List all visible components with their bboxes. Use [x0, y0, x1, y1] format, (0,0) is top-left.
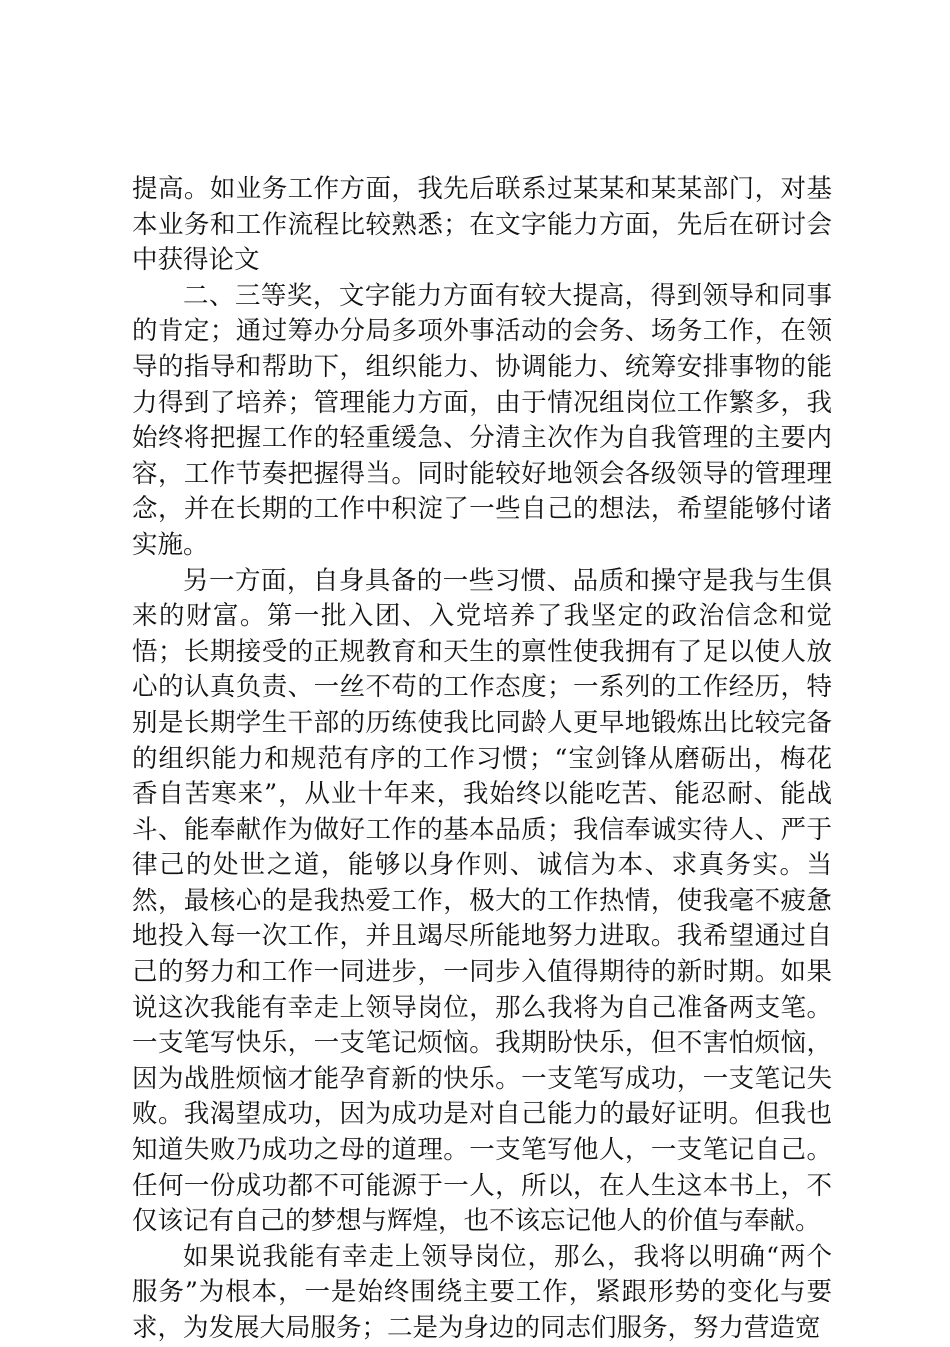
paragraph-2: 二、三等奖，文字能力方面有较大提高，得到领导和同事的肯定；通过筹办分局多项外事活动的会务、场务工作，在领导的指导和帮助下，组织能力、协调能力、统筹安排事物的能力得到了培养；管理能力方面，由于情况组岗位工作繁多，我始终将把握工作的轻重缓急、分清主次作为自我管理的主要内容，工作节奏把握得当。同时能较好地领会各级领导的管理理念，并在长期的工作中积淀了一些自己的想法，希望能够付诸实施。: [132, 280, 832, 560]
paragraph-4: 如果说我能有幸走上领导岗位，那么，我将以明确“两个服务”为根本，一是始终围绕主要工作，紧跟形势的变化与要求，为发展大局服务；二是为身边的同志们服务，努力营造宽: [132, 1241, 832, 1343]
paragraph-3: 另一方面，自身具备的一些习惯、品质和操守是我与生俱来的财富。第一批入团、入党培养了我坚定的政治信念和觉悟；长期接受的正规教育和天生的禀性使我拥有了足以使人放心的认真负责、一丝不苟的工作态度；一系列的工作经历，特别是长期学生干部的历练使我比同龄人更早地锻炼出比较完备的组织能力和规范有序的工作习惯；“宝剑锋从磨砺出，梅花香自苦寒来”，从业十年来，我始终以能吃苦、能忍耐、能战斗、能奉献作为做好工作的基本品质；我信奉诚实待人、严于律己的处世之道，能够以身作则、诚信为本、求真务实。当然，最核心的是我热爱工作，极大的工作热情，使我毫不疲惫地投入每一次工作，并且竭尽所能地努力进取。我希望通过自己的努力和工作一同进步，一同步入值得期待的新时期。如果说这次我能有幸走上领导岗位，那么我将为自己准备两支笔。一支笔写快乐，一支笔记烦恼。我期盼快乐，但不害怕烦恼，因为战胜烦恼才能孕育新的快乐。一支笔写成功，一支笔记失败。我渴望成功，因为成功是对自己能力的最好证明。但我也知道失败乃成功之母的道理。一支笔写他人，一支笔记自己。任何一份成功都不可能源于一人，所以，在人生这本书上，不仅该记有自己的梦想与辉煌，也不该忘记他人的价值与奉献。: [132, 565, 832, 1237]
paragraph-1: 提高。如业务工作方面，我先后联系过某某和某某部门，对基本业务和工作流程比较熟悉；在文字能力方面，先后在研讨会中获得论文: [132, 174, 832, 276]
document-body: [132, 172, 832, 1347]
